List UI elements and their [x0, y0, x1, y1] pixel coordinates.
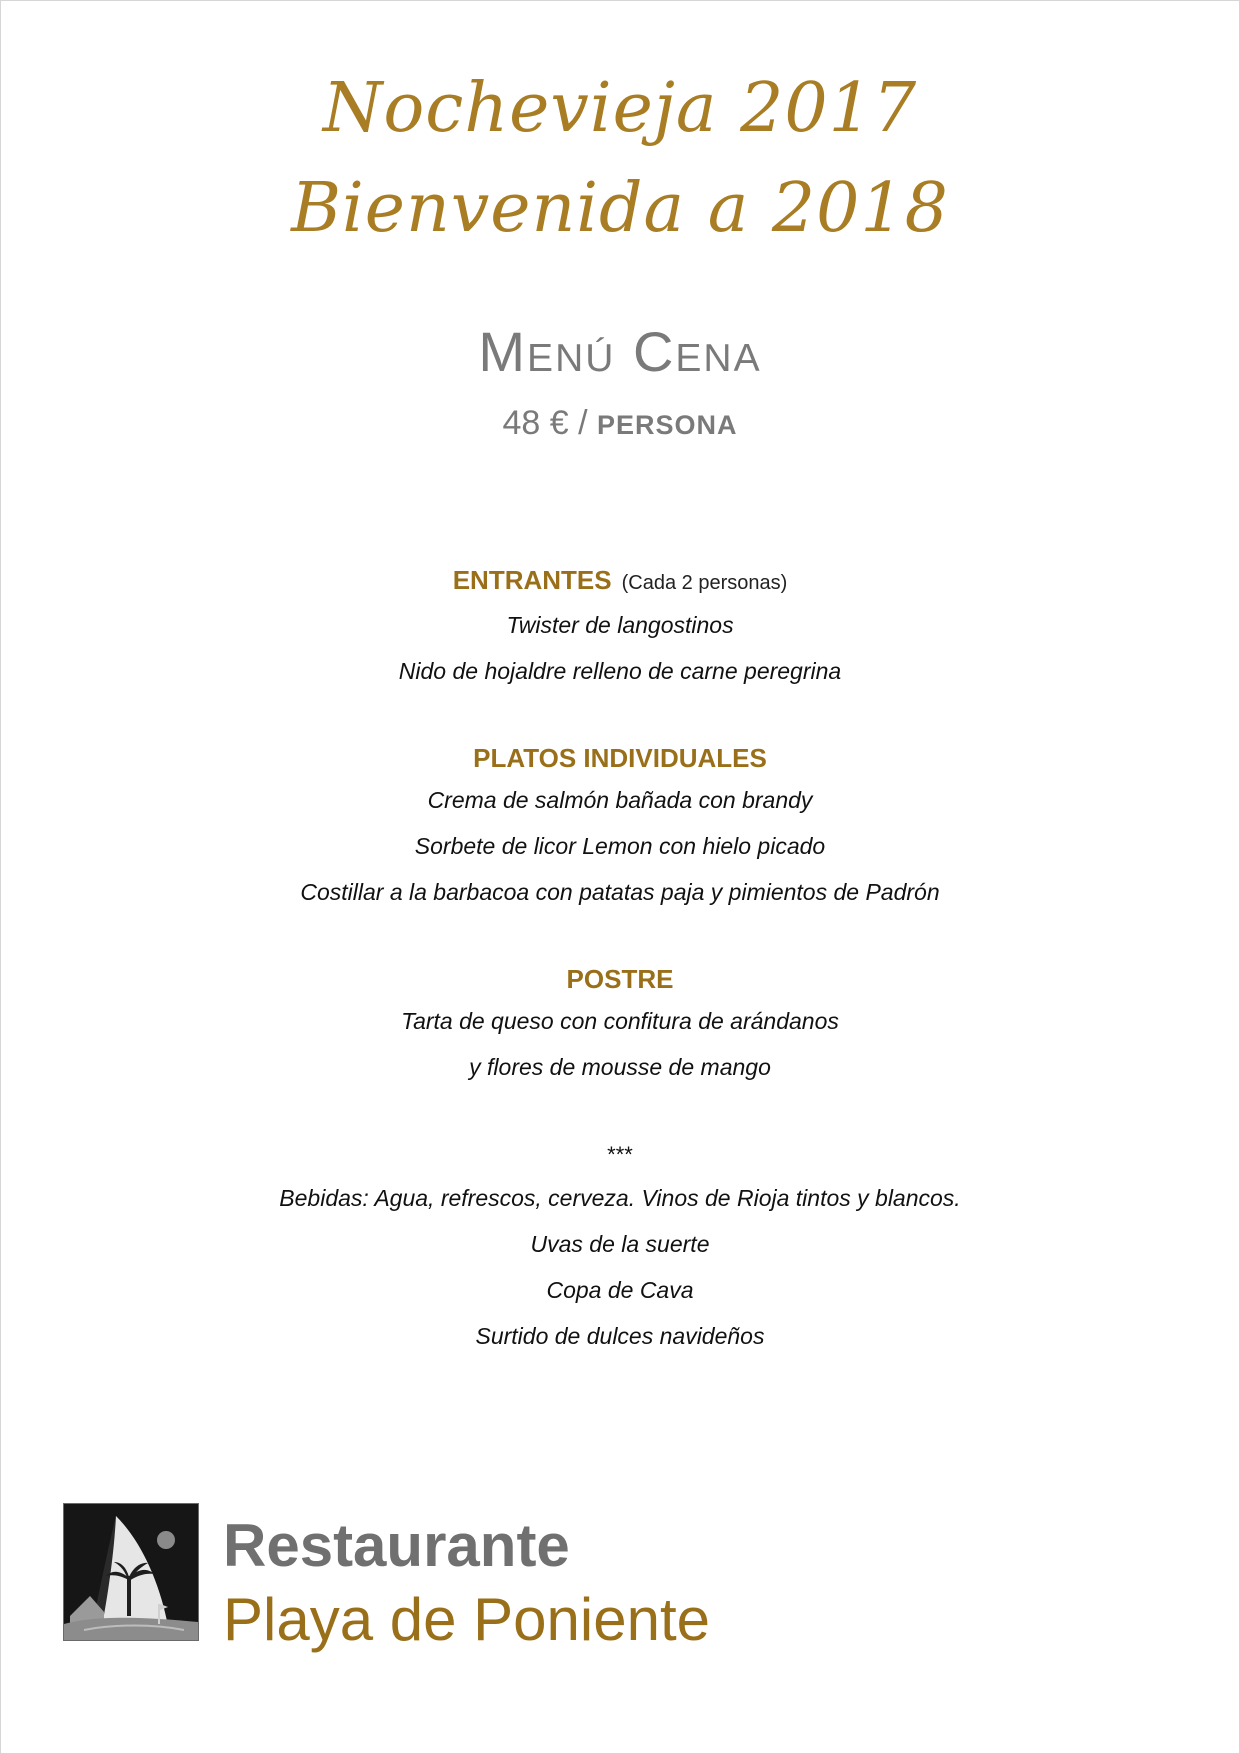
restaurant-name: Playa de Poniente: [223, 1586, 711, 1653]
section-title-entrantes: [1, 561, 1239, 602]
menu-price: [1, 401, 1239, 447]
restaurant-label: Restaurante: [223, 1512, 570, 1579]
event-title-line-2: Bienvenida a 2018: [291, 169, 949, 248]
extra-item: Surtido de dulces navideños: [475, 1323, 765, 1349]
spacer: [1, 1090, 1239, 1135]
dish-item: Crema de salmón bañada con brandy: [427, 787, 813, 813]
entrantes-title: ENTRANTES: [452, 565, 612, 595]
spacer: [1, 694, 1239, 739]
dish-item: Nido de hojaldre relleno de carne peregrina: [398, 658, 842, 684]
spacer: [1, 915, 1239, 960]
menu-content: [1, 561, 1239, 1359]
section-title-postre: POSTRE: [566, 964, 674, 994]
extra-item: Bebidas: Agua, refrescos, cerveza. Vinos de Rioja tintos y blancos.: [279, 1185, 961, 1211]
extra-item: Copa de Cava: [546, 1277, 694, 1303]
dish-item: Tarta de queso con confitura de arándanos: [401, 1008, 839, 1034]
dish-item: Twister de langostinos: [506, 612, 734, 638]
section-title-platos: PLATOS INDIVIDUALES: [473, 743, 767, 773]
separator-stars: ***: [607, 1142, 633, 1167]
price-amount: 48 € /: [502, 404, 588, 442]
entrantes-note: (Cada 2 personas): [621, 572, 788, 594]
sail-palm-logo-icon: [63, 1503, 199, 1641]
restaurant-footer: [63, 1503, 863, 1653]
dish-item: Costillar a la barbacoa con patatas paja y pimientos de Padrón: [300, 879, 940, 905]
event-title-line-1: Nochevieja 2017: [322, 69, 918, 148]
dish-item: y flores de mousse de mango: [469, 1054, 771, 1080]
extra-item: Uvas de la suerte: [530, 1231, 710, 1257]
menu-title: Menú Cena: [478, 320, 762, 383]
event-heading: [1, 59, 1239, 259]
dish-item: Sorbete de licor Lemon con hielo picado: [414, 833, 826, 859]
price-unit: PERSONA: [597, 410, 738, 440]
